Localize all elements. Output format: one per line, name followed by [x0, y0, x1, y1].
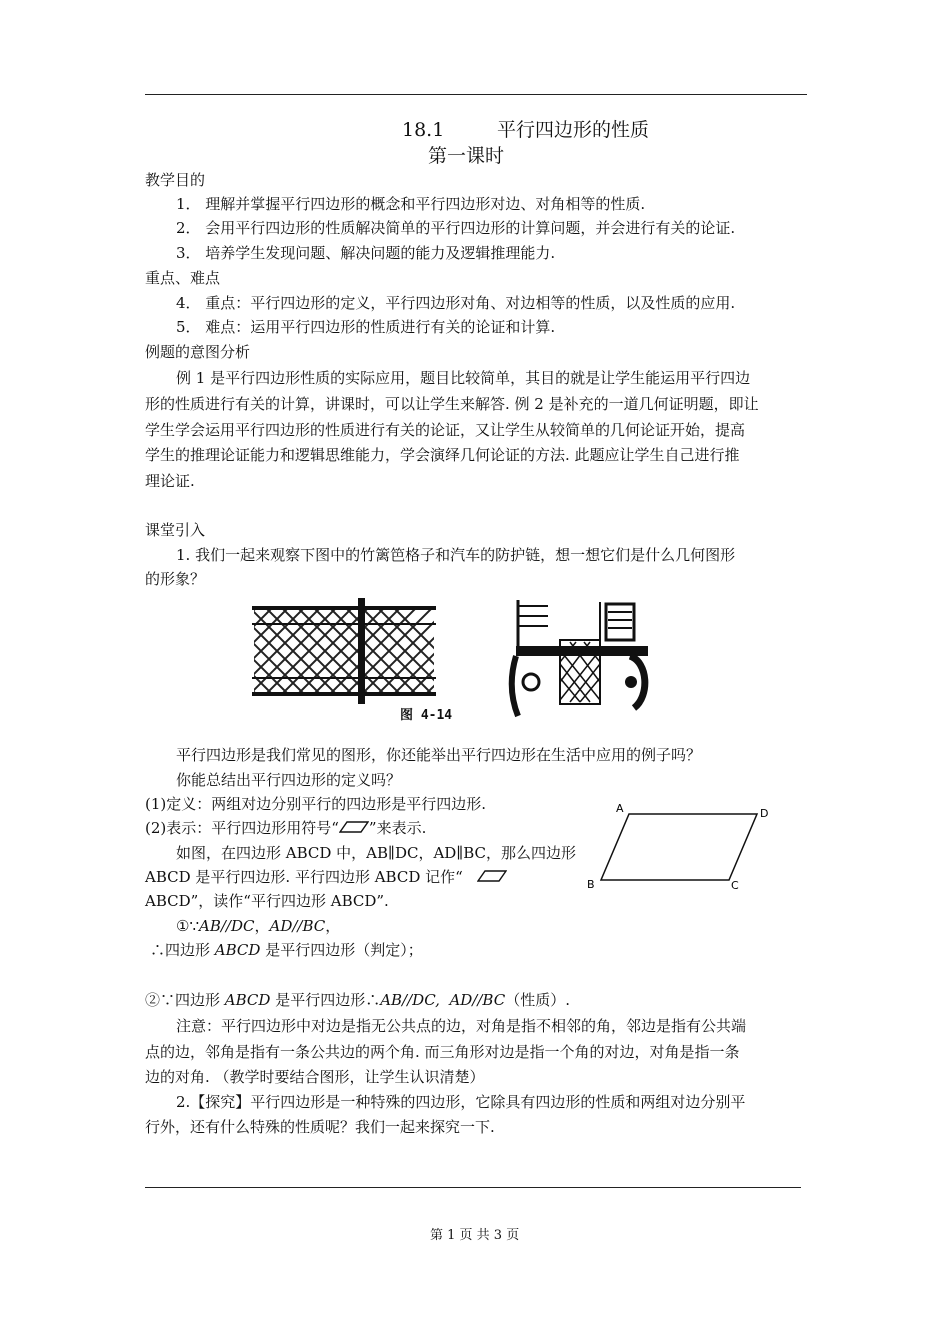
- parallelogram-symbol-icon: [339, 817, 369, 831]
- definition-3-line2: [145, 865, 507, 889]
- goal-item: 2． 会用平行四边形的性质解决简单的平行四边形的计算问题，并会进行有关的论证.: [176, 219, 736, 237]
- car-guard-chain-image: [512, 600, 648, 716]
- examples-paragraph-line: 形的性质进行有关的计算，讲课时，可以让学生来解答. 例 2 是补充的一道几何证明题，即让: [145, 395, 759, 413]
- proof-line-3: [145, 988, 570, 1012]
- examples-paragraph-line: 学生学会运用平行四边形的性质进行有关的论证，又让学生从较简单的几何论证开始，提高: [145, 421, 746, 439]
- proof-1-text: ①∵: [176, 917, 199, 935]
- proof-3-text: ②∵四边形: [145, 991, 225, 1009]
- explore-line: 2.【探究】平行四边形是一种特殊的四边形，它除具有四边形的性质和两组对边分别平: [176, 1093, 746, 1111]
- examples-paragraph-line: 例 1 是平行四边形性质的实际应用，题目比较简单，其目的就是让学生能运用平行四边: [176, 369, 751, 387]
- proof-3-math: AD//BC: [449, 991, 506, 1009]
- note-line: 点的边，邻角是指有一条公共边的两个角. 而三角形对边是指一个角的对边，对角是指一条: [145, 1043, 740, 1061]
- examples-paragraph-line: 学生的推理论证能力和逻辑思维能力，学会演绎几何论证的方法. 此题应让学生自己进行推: [145, 446, 740, 464]
- examples-heading: 例题的意图分析: [145, 343, 251, 361]
- proof-line-2: [150, 938, 423, 962]
- footer-rule: [145, 1187, 801, 1188]
- intro-heading: 课堂引入: [145, 521, 206, 539]
- header-rule: [145, 94, 807, 95]
- vertex-label-d: D: [760, 807, 769, 820]
- proof-line-1: [176, 914, 340, 938]
- note-line: 边的对角. （教学时要结合图形，让学生认识清楚）: [145, 1068, 485, 1086]
- definition-3-line1: 如图，在四边形 ABCD 中，AB∥DC，AD∥BC，那么四边形: [176, 844, 577, 862]
- definition-3-line2-text: ABCD 是平行四边形. 平行四边形 ABCD 记作“: [145, 868, 463, 886]
- proof-3-math: ABCD: [224, 991, 271, 1009]
- question-definition: 你能总结出平行四边形的定义吗？: [176, 771, 402, 789]
- definition-2: [145, 816, 426, 840]
- section-number: 18.1: [402, 119, 445, 141]
- intro-question-cont: 的形象？: [145, 570, 206, 588]
- definition-2-part-b: ”来表示.: [368, 819, 427, 837]
- fence-and-chain-figure: [248, 596, 658, 726]
- key-item: 4． 重点：平行四边形的定义，平行四边形对角、对边相等的性质，以及性质的应用.: [176, 294, 736, 312]
- key-heading: 重点、难点: [145, 269, 221, 287]
- vertex-label-a: A: [616, 802, 624, 815]
- goals-heading: 教学目的: [145, 171, 206, 189]
- proof-1-sep: ，: [254, 917, 270, 935]
- explore-line: 行外，还有什么特殊的性质呢？我们一起来探究一下.: [145, 1118, 495, 1136]
- vertex-label-b: B: [587, 878, 595, 891]
- bamboo-fence-image: [248, 606, 514, 696]
- figure-caption: 图 4-14: [400, 708, 453, 723]
- parallelogram-symbol-icon: [477, 866, 507, 880]
- proof-2-text: 是平行四边形（判定）；: [260, 941, 423, 959]
- note-line: 注意：平行四边形中对边是指无公共点的边，对角是指不相邻的角，邻边是指有公共端: [176, 1017, 747, 1035]
- proof-2-math: ABCD: [214, 941, 261, 959]
- proof-1-math: AD//BC: [269, 917, 326, 935]
- goal-item: 1． 理解并掌握平行四边形的概念和平行四边形对边、对角相等的性质.: [176, 195, 646, 213]
- definition-3-line3: ABCD”，读作“平行四边形 ABCD”.: [145, 892, 389, 910]
- proof-1-math: AB//DC: [199, 917, 255, 935]
- question-example: 平行四边形是我们常见的图形，你还能举出平行四边形在生活中应用的例子吗？: [176, 746, 702, 764]
- page-footer: 第 1 页 共 3 页: [430, 1228, 520, 1243]
- proof-3-math: AB//DC,: [380, 991, 440, 1009]
- intro-question: 1. 我们一起来观察下图中的竹篱笆格子和汽车的防护链，想一想它们是什么几何图形: [176, 546, 736, 564]
- key-item: 5． 难点：运用平行四边形的性质进行有关的论证和计算.: [176, 318, 556, 336]
- page-subtitle: 第一课时: [428, 145, 505, 167]
- proof-2-text: ∴四边形: [150, 941, 215, 959]
- vertex-label-c: C: [731, 879, 739, 892]
- parallelogram-abcd-diagram: [585, 800, 775, 895]
- definition-2-part-a: (2)表示：平行四边形用符号“: [145, 819, 339, 837]
- definition-1: (1)定义：两组对边分别平行的四边形是平行四边形.: [145, 795, 487, 813]
- proof-3-text: 是平行四边形∴: [270, 991, 381, 1009]
- proof-1-sep: ，: [325, 917, 341, 935]
- proof-3-text: （性质）.: [505, 991, 570, 1009]
- examples-paragraph-line: 理论证.: [145, 472, 195, 490]
- page-title: 平行四边形的性质: [497, 119, 650, 141]
- goal-item: 3． 培养学生发现问题、解决问题的能力及逻辑推理能力.: [176, 244, 556, 262]
